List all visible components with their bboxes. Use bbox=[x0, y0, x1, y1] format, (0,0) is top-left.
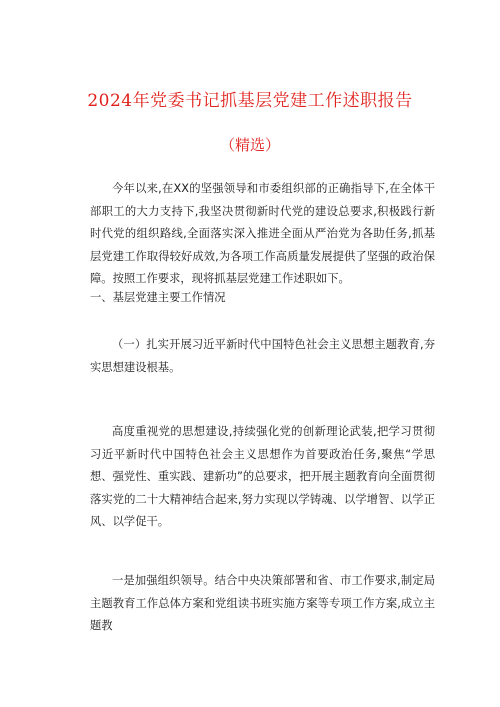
intro-paragraph: 今年以来,在XX的坚强领导和市委组织部的正确指导下,在全体干部职工的大力支持下,我坚决贯彻新时代党的建设总要求,积极践行新时代党的组织路线,全面落实深入推进全面从严治党为各助任务,抓基层党建工作取得较好成效,为各项工作高质量发展提供了坚强的政治保障。按照工作要求，现将抓基层党建工作述职如下。 bbox=[90, 182, 435, 286]
body-paragraph: 高度重视党的思想建设,持续强化党的创新理论武装,把学习贯彻习近平新时代中国特色社会主义思想作为首要政治任务,聚焦“学思想、强党性、重实践、建新功”的总要求，把开展主题教育向全面贯彻落实党的二十大精神结合起来,努力实现以学铸魂、以学增智、以学正风、以学促干。 bbox=[90, 425, 435, 529]
section-heading: 一、基层党建主要工作情况 bbox=[90, 291, 226, 304]
subsection-heading: （一）扎实开展习近平新时代中国特色社会主义思想主题教育,夯实思想建设根基。 bbox=[90, 338, 435, 374]
document-subtitle: （精选） bbox=[219, 136, 280, 154]
body-paragraph: 一是加强组织领导。结合中央决策部署和省、市工作要求,制定局主题教育工作总体方案和党组读书班实施方案等专项工作方案,成立主题教 bbox=[90, 574, 435, 633]
document-title: 2024年党委书记抓基层党建工作述职报告 bbox=[87, 91, 413, 111]
